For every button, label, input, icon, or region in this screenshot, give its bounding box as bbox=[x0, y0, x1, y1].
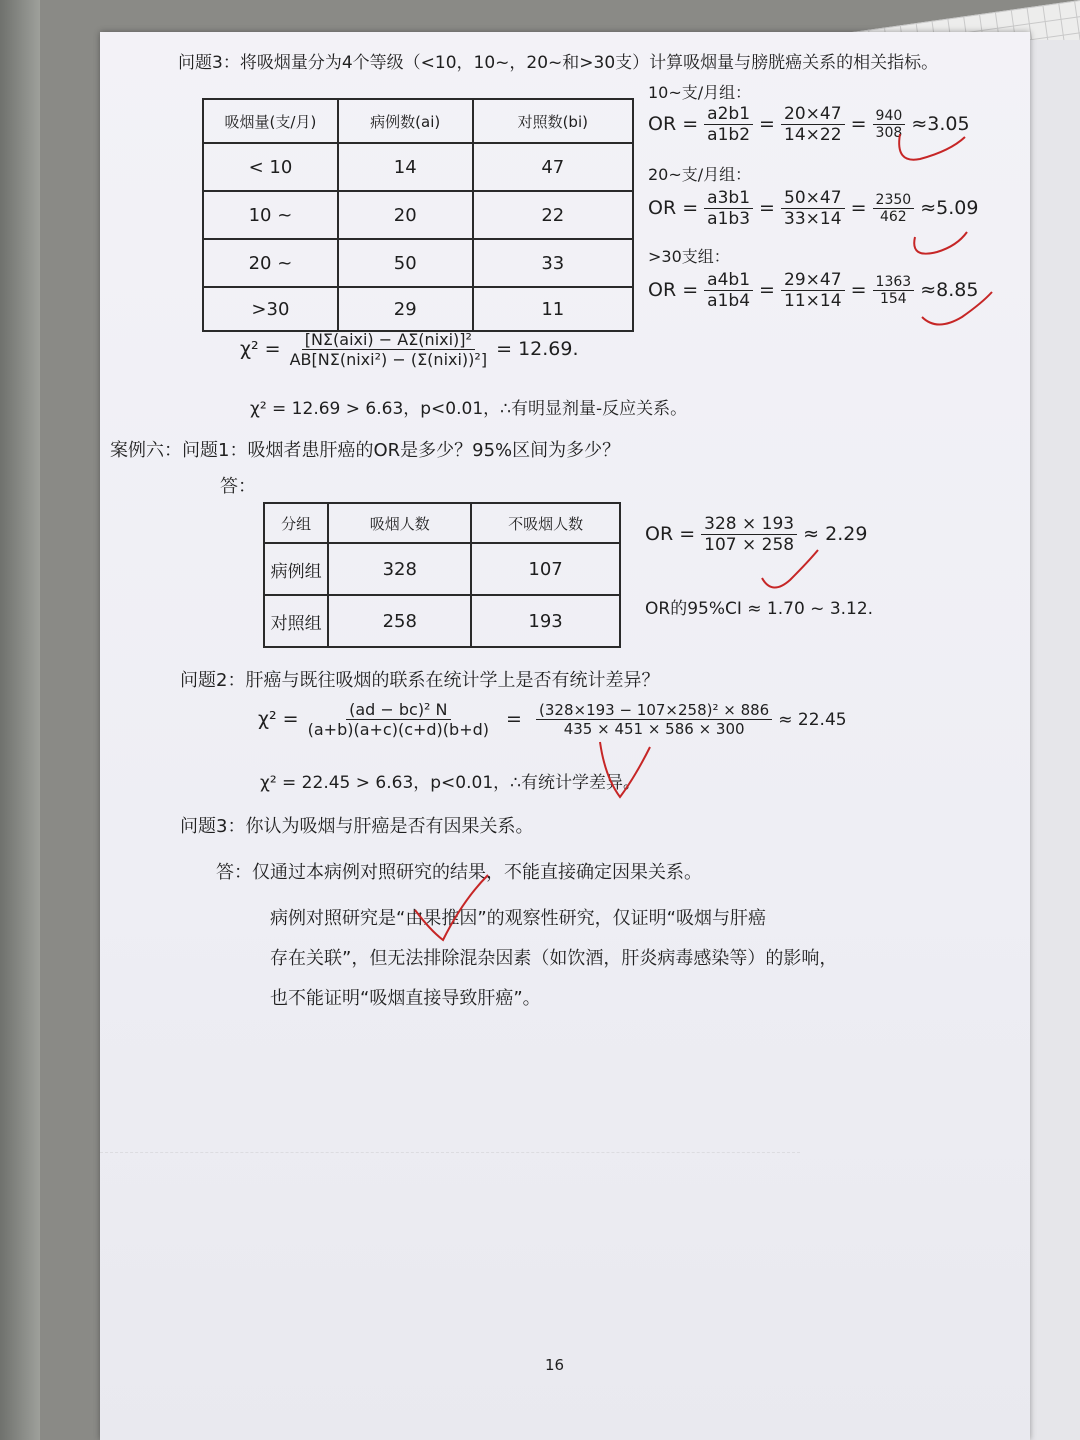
fraction-numerator: (ad − bc)² N bbox=[346, 700, 450, 720]
table1-cell: 10 ~ bbox=[203, 191, 338, 239]
table1-cell: 11 bbox=[473, 287, 633, 331]
question2-title: 问题2：肝癌与既往吸烟的联系在统计学上是否有统计差异？ bbox=[180, 670, 660, 691]
fraction-denominator: 462 bbox=[879, 209, 907, 225]
answer3-line: 存在关联”，但无法排除混杂因素（如饮酒，肝炎病毒感染等）的影响， bbox=[270, 948, 838, 969]
or-lhs: OR = bbox=[648, 113, 699, 135]
table1-header-cell: 病例数(ai) bbox=[338, 99, 473, 143]
table1-cell: 29 bbox=[338, 287, 473, 331]
fraction-denominator: 33×14 bbox=[784, 209, 842, 229]
or-calculation: OR = $\frac{a4b1}{a1b4}$ = $\frac{29\times 47}{11\times 14}$ = $\frac{1363}{154}$ ≈8.85 bbox=[648, 270, 979, 311]
or-calculation: OR = $\frac{a3b1}{a1b3}$ = $\frac{50\times 47}{33\times 14}$ = $\frac{2350}{462}$ ≈5.09 bbox=[648, 188, 979, 229]
or-calculation: OR = $\frac{a2b1}{a1b2}$ = $\frac{20\times 47}{14\times 22}$ = $\frac{940}{308}$ ≈3.05 bbox=[648, 104, 970, 145]
chi2-result: ≈ 22.45 bbox=[778, 710, 847, 730]
notebook-page bbox=[100, 32, 1030, 1440]
table1-cell: 33 bbox=[473, 239, 633, 287]
fraction-denominator: 308 bbox=[875, 125, 903, 141]
or-result: ≈5.09 bbox=[920, 197, 979, 219]
fraction-denominator: 154 bbox=[879, 291, 907, 307]
red-check-mark bbox=[899, 134, 965, 160]
chi-result: = 12.69. bbox=[496, 338, 579, 360]
red-check-mark bbox=[762, 550, 818, 588]
table1-cell: 50 bbox=[338, 239, 473, 287]
chi2-lhs: χ² = bbox=[258, 708, 299, 730]
fraction-denominator: 435 × 451 × 586 × 300 bbox=[563, 720, 745, 738]
red-check-mark bbox=[600, 742, 650, 797]
red-check-mark bbox=[914, 232, 967, 254]
table2-cell: 193 bbox=[471, 595, 620, 647]
table2-cell: 328 bbox=[328, 543, 471, 595]
fraction-denominator: 107 × 258 bbox=[704, 535, 795, 555]
table1-header-cell: 对照数(bi) bbox=[473, 99, 633, 143]
fraction-numerator: [NΣ(aixi) − AΣ(nixi)]² bbox=[302, 330, 475, 350]
fraction-numerator: 940 bbox=[873, 108, 906, 125]
answer3-line: 也不能证明“吸烟直接导致肝癌”。 bbox=[270, 988, 541, 1009]
or-lhs: OR = bbox=[648, 279, 699, 301]
fraction-denominator: a1b3 bbox=[707, 209, 751, 229]
fraction-denominator: 11×14 bbox=[784, 291, 842, 311]
table1-cell: 14 bbox=[338, 143, 473, 191]
question3-title: 问题3：将吸烟量分为4个等级（<10，10~，20~和>30支）计算吸烟量与膀胱癌关系的相关指标。 bbox=[178, 53, 939, 73]
table1-cell: 47 bbox=[473, 143, 633, 191]
table1-cell: 22 bbox=[473, 191, 633, 239]
table1-cell: < 10 bbox=[203, 143, 338, 191]
table2-cell: 病例组 bbox=[264, 543, 328, 595]
or-confidence-interval: OR的95%CI ≈ 1.70 ~ 3.12. bbox=[645, 599, 874, 619]
table1-cell: >30 bbox=[203, 287, 338, 331]
fraction-numerator: 20×47 bbox=[781, 104, 845, 125]
or-result: ≈8.85 bbox=[920, 279, 979, 301]
table1-cell: 20 ~ bbox=[203, 239, 338, 287]
fraction-numerator: a3b1 bbox=[704, 188, 753, 209]
or2-lhs: OR = bbox=[645, 523, 696, 545]
answer3-line: 病例对照研究是“由果推因”的观察性研究，仅证明“吸烟与肝癌 bbox=[270, 908, 766, 929]
table2-header-cell: 不吸烟人数 bbox=[471, 503, 620, 543]
table2-cell: 对照组 bbox=[264, 595, 328, 647]
table2-header-cell: 分组 bbox=[264, 503, 328, 543]
faint-showthrough bbox=[100, 1132, 800, 1153]
red-check-marks bbox=[100, 32, 1030, 1032]
red-check-mark bbox=[922, 292, 992, 325]
red-check-mark bbox=[415, 875, 488, 940]
table1-cell: 20 bbox=[338, 191, 473, 239]
equals-sign: = bbox=[506, 708, 522, 730]
page-number: 16 bbox=[545, 1356, 565, 1374]
fraction-denominator: AB[NΣ(nixi²) − (Σ(nixi))²] bbox=[289, 350, 488, 369]
table1-header-cell: 吸烟量(支/月) bbox=[203, 99, 338, 143]
fraction-numerator: 29×47 bbox=[781, 270, 845, 291]
or-group-label: 20~支/月组： bbox=[648, 165, 752, 184]
fraction-denominator: 14×22 bbox=[784, 125, 842, 145]
question3b-title: 问题3：你认为吸烟与肝癌是否有因果关系。 bbox=[180, 816, 534, 837]
fraction-numerator: a4b1 bbox=[704, 270, 753, 291]
answer-label: 答： bbox=[220, 476, 256, 497]
fraction-denominator: a1b2 bbox=[707, 125, 751, 145]
fraction-numerator: 1363 bbox=[873, 274, 915, 291]
fraction-numerator: 2350 bbox=[873, 192, 915, 209]
or-group-label: 10~支/月组： bbox=[648, 83, 752, 102]
or-lhs: OR = bbox=[648, 197, 699, 219]
chi-trend-conclusion: χ² = 12.69 > 6.63，p<0.01，∴有明显剂量-反应关系。 bbox=[250, 399, 688, 419]
table2-header-cell: 吸烟人数 bbox=[328, 503, 471, 543]
fraction-numerator: (328×193 − 107×258)² × 886 bbox=[536, 701, 772, 720]
table2-cell: 258 bbox=[328, 595, 471, 647]
chi2-conclusion: χ² = 22.45 > 6.63，p<0.01，∴有统计学差异。 bbox=[260, 773, 640, 793]
fraction-denominator: (a+b)(a+c)(c+d)(b+d) bbox=[307, 720, 489, 739]
answer3-line: 答：仅通过本病例对照研究的结果，不能直接确定因果关系。 bbox=[216, 862, 702, 883]
fraction-numerator: a2b1 bbox=[704, 104, 753, 125]
desk-background-edge bbox=[0, 0, 40, 1440]
fraction-numerator: 328 × 193 bbox=[701, 514, 797, 535]
or2-result: ≈ 2.29 bbox=[803, 523, 868, 545]
fraction-numerator: 50×47 bbox=[781, 188, 845, 209]
or-result: ≈3.05 bbox=[911, 113, 970, 135]
or-group-label: >30支组： bbox=[648, 247, 730, 266]
fraction-denominator: a1b4 bbox=[707, 291, 751, 311]
chi-lhs: χ² = bbox=[240, 338, 281, 360]
case6-question1: 案例六：问题1：吸烟者患肝癌的OR是多少？95%区间为多少？ bbox=[110, 440, 621, 461]
table2-cell: 107 bbox=[471, 543, 620, 595]
